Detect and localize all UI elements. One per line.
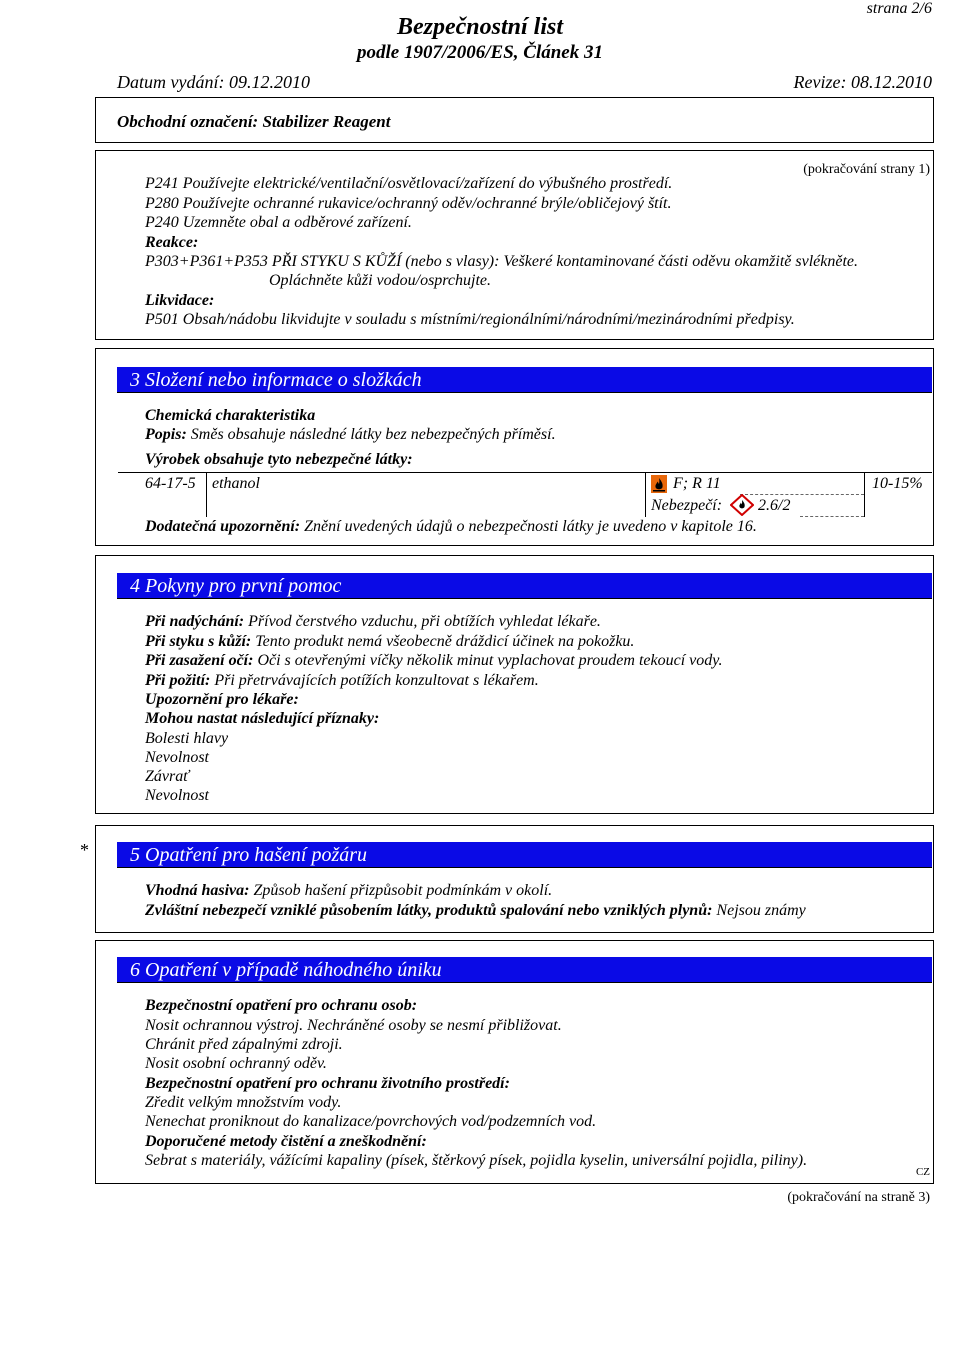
table-divider-2	[645, 473, 646, 517]
environmental-label: Bezpečnostní opatření pro ochranu životního prostředí:	[145, 1075, 510, 1092]
ingestion-line	[145, 672, 539, 690]
section5-heading: 5 Opatření pro hašení požáru	[117, 842, 932, 868]
extinguishing-media-text: Způsob hašení přizpůsobit podmínkám v okolí.	[253, 882, 553, 899]
special-hazards-label: Zvláštní nebezpečí vzniklé působením látky, produktů spalování nebo vzniklých plynů:	[145, 902, 713, 919]
inhalation-text: Přívod čerstvého vzduchu, při obtížích vyhledat lékaře.	[248, 613, 601, 630]
dashed-rule-1	[740, 494, 864, 495]
language-code: CZ	[915, 1166, 930, 1178]
dashed-rule-2	[800, 516, 864, 517]
percent-range: 10-15%	[872, 475, 923, 492]
eye-line	[145, 652, 722, 670]
skin-text: Tento produkt nemá všeobecně dráždicí účinek na pokožku.	[255, 633, 635, 650]
symptoms-label: Mohou nastat následující příznaky:	[145, 710, 380, 727]
danger-label: Nebezpečí:	[651, 497, 723, 514]
personal-line: Nosit osobní ochranný oděv.	[145, 1055, 327, 1072]
continued-on: (pokračování na straně 3)	[787, 1190, 930, 1205]
personal-line: Nosit ochrannou výstroj. Nechráněné osoby se nesmí přibližovat.	[145, 1017, 562, 1034]
special-hazards-text: Nejsou známy	[716, 902, 806, 919]
table-divider-3	[864, 473, 865, 517]
chem-char-label: Chemická charakteristika	[145, 407, 316, 424]
extra-notice-line	[145, 518, 757, 536]
extinguishing-media-label: Vhodná hasiva:	[145, 882, 250, 899]
ingestion-label: Při požití:	[145, 672, 211, 689]
eye-text: Oči s otevřenými víčky několik minut vyplachovat proudem tekoucí vody.	[257, 652, 723, 669]
document-title: Bezpečnostní list	[396, 14, 564, 40]
environmental-line: Nenechat proniknout do kanalizace/povrchových vod/podzemních vod.	[145, 1113, 597, 1130]
table-divider-1	[206, 473, 207, 517]
revision-date: Revize: 08.12.2010	[793, 72, 932, 92]
environmental-line: Zředit velkým množstvím vody.	[145, 1094, 342, 1111]
table-top-rule	[118, 472, 932, 473]
classification: F; R 11	[673, 475, 721, 492]
skin-line	[145, 633, 634, 651]
disposal-label: Likvidace:	[145, 292, 215, 309]
inhalation-line	[145, 613, 601, 631]
page-number: strana 2/6	[866, 0, 932, 17]
continued-from: (pokračování strany 1)	[803, 162, 930, 177]
cleanup-line: Sebrat s materiály, vážícími kapaliny (písek, štěrkový písek, pojidla kyselin, universální pojidla, piliny).	[145, 1152, 808, 1169]
reaction-line-2: Opláchněte kůži vodou/osprchujte.	[269, 272, 492, 289]
ingestion-text: Při přetrvávajících potížích konzultovat s lékařem.	[214, 672, 539, 689]
symptom-item: Bolesti hlavy	[145, 730, 229, 747]
p240-line: P240 Uzemněte obal a odběrové zařízení.	[145, 214, 412, 231]
p280-line: P280 Používejte ochranné rukavice/ochranný oděv/ochranné brýle/obličejový štít.	[145, 195, 672, 212]
personal-precautions-label: Bezpečnostní opatření pro ochranu osob:	[145, 997, 418, 1014]
symptom-item: Závrať	[145, 768, 190, 785]
section4-heading: 4 Pokyny pro první pomoc	[117, 573, 932, 599]
extinguishing-media-line	[145, 882, 552, 900]
doctor-note-label: Upozornění pro lékaře:	[145, 691, 299, 708]
extra-notice-text: Znění uvedených údajů o nebezpečnosti látky je uvedeno v kapitole 16.	[304, 518, 757, 535]
cleanup-label: Doporučené metody čistění a zneškodnění:	[145, 1133, 427, 1150]
disposal-line: P501 Obsah/nádobu likvidujte v souladu s místními/regionálními/národními/mezinárodními předpisy.	[145, 311, 795, 328]
cas-number: 64-17-5	[145, 475, 196, 492]
reaction-label: Reakce:	[145, 234, 199, 251]
flame-icon	[651, 475, 667, 493]
personal-line: Chránit před zápalnými zdroji.	[145, 1036, 343, 1053]
description-label: Popis:	[145, 426, 187, 443]
section3-heading: 3 Složení nebo informace o složkách	[117, 367, 932, 393]
description-text: Směs obsahuje následné látky bez nebezpečných příměsí.	[190, 426, 556, 443]
symptom-item: Nevolnost	[145, 749, 209, 766]
p241-line: P241 Používejte elektrické/ventilační/osvětlovací/zařízení do výbušného prostředí.	[145, 175, 673, 192]
ghs-class: 2.6/2	[758, 497, 791, 514]
revision-marker: *	[80, 840, 89, 860]
reaction-line-1: P303+P361+P353 PŘI STYKU S KŮŽÍ (nebo s vlasy): Veškeré kontaminované části oděvu okamžitě svlékněte.	[145, 253, 858, 270]
document-subtitle: podle 1907/2006/ES, Článek 31	[357, 42, 603, 63]
skin-label: Při styku s kůží:	[145, 633, 252, 650]
description-line	[145, 426, 556, 444]
eye-label: Při zasažení očí:	[145, 652, 254, 669]
ghs-flame-icon	[730, 494, 754, 516]
substance-name: ethanol	[212, 475, 260, 492]
section6-heading: 6 Opatření v případě náhodného úniku	[117, 957, 932, 983]
trade-name: Obchodní označení: Stabilizer Reagent	[117, 112, 391, 131]
extra-notice-label: Dodatečná upozornění:	[145, 518, 301, 535]
symptom-item: Nevolnost	[145, 787, 209, 804]
inhalation-label: Při nadýchání:	[145, 613, 245, 630]
contains-label: Výrobek obsahuje tyto nebezpečné látky:	[145, 451, 413, 468]
special-hazards-line	[145, 902, 806, 920]
issue-date: Datum vydání: 09.12.2010	[117, 72, 310, 92]
